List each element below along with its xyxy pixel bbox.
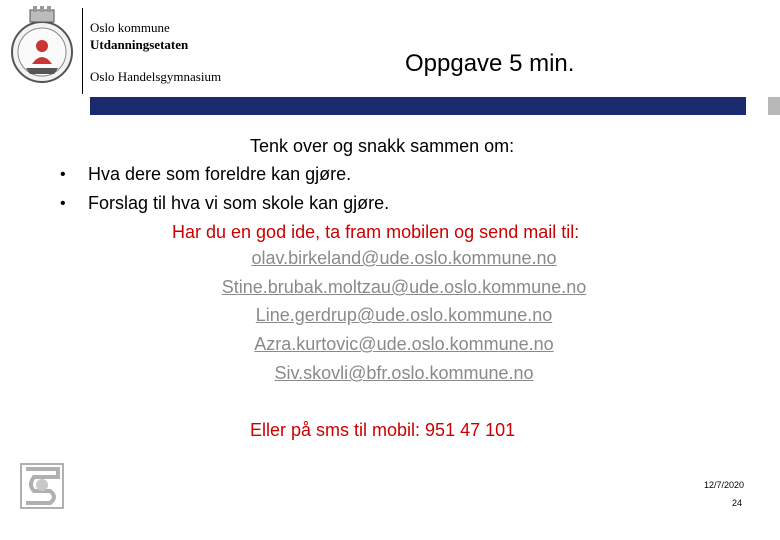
call-to-action: Har du en god ide, ta fram mobilen og send mail til: (172, 222, 580, 242)
bullet-school: Forslag til hva vi som skole kan gjøre. (88, 193, 390, 213)
bullet-marker: • (60, 166, 66, 183)
page-number: 24 (732, 498, 743, 508)
email-link-stine[interactable]: Stine.brubak.moltzau@ude.oslo.kommune.no (221, 277, 587, 297)
slide-date: 12/7/2020 (704, 480, 745, 490)
header-accent-bar (90, 97, 746, 115)
header-accent-bar-end (768, 97, 780, 115)
oslo-footer-mark-icon (20, 463, 64, 509)
oslo-city-seal-icon (8, 6, 76, 86)
bullet-marker: • (60, 195, 66, 212)
bullet-parents: Hva dere som foreldre kan gjøre. (88, 164, 352, 184)
sms-text: Eller på sms til mobil: 951 47 101 (250, 420, 516, 440)
email-link-siv[interactable]: Siv.skovli@bfr.oslo.kommune.no (274, 363, 534, 383)
email-link-line[interactable]: Line.gerdrup@ude.oslo.kommune.no (255, 305, 553, 325)
org-name: Oslo kommune (90, 20, 170, 35)
intro-text: Tenk over og snakk sammen om: (250, 136, 515, 156)
slide-title: Oppgave 5 min. (405, 50, 575, 77)
email-link-azra[interactable]: Azra.kurtovic@ude.oslo.kommune.no (254, 334, 554, 354)
school-name: Oslo Handelsgymnasium (90, 69, 222, 84)
header-divider (82, 8, 83, 94)
email-link-olav[interactable]: olav.birkeland@ude.oslo.kommune.no (251, 248, 557, 268)
department-name: Utdanningsetaten (90, 37, 189, 52)
